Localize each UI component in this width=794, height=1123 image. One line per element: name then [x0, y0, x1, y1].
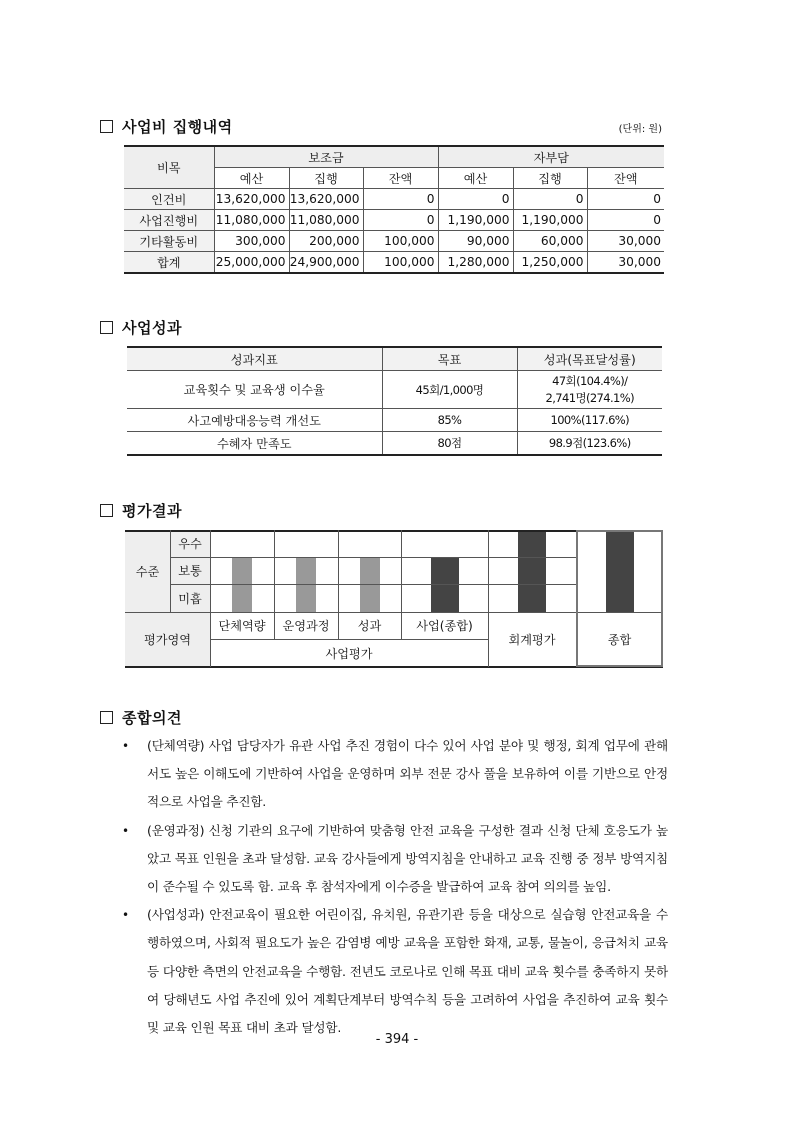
target-cell: 85% [382, 409, 517, 432]
header-target: 목표 [382, 347, 517, 371]
header-result: 성과(목표달성률) [517, 347, 662, 371]
grid-line [210, 639, 488, 640]
header-self-burden: 자부담 [438, 146, 664, 168]
cell-value: 100,000 [363, 252, 438, 274]
bullet-icon: • [122, 908, 129, 923]
list-item [122, 732, 668, 817]
cell-value: 1,250,000 [513, 252, 587, 274]
header-balance: 잔액 [363, 168, 438, 189]
grid-line [488, 530, 489, 667]
cell-value: 90,000 [438, 231, 513, 252]
header-spent: 집행 [513, 168, 587, 189]
cell-value: 30,000 [587, 231, 664, 252]
result-line: 47회(104.4%)/ [552, 373, 628, 388]
header-balance: 잔액 [587, 168, 664, 189]
row-label: 합계 [124, 252, 214, 274]
table-header-row [124, 146, 664, 168]
table-row [124, 210, 664, 231]
row-label: 사업진행비 [124, 210, 214, 231]
section-title: 사업비 집행내역 [122, 118, 233, 136]
header-item: 비목 [124, 146, 214, 189]
cell-value: 13,620,000 [214, 189, 289, 210]
section-evaluation-heading [100, 500, 182, 521]
area-outcome: 성과 [357, 619, 382, 633]
list-item [122, 817, 668, 902]
section-title: 사업성과 [122, 319, 182, 337]
section-opinion-heading [100, 707, 182, 728]
opinion-list [122, 732, 668, 1042]
row-label: 인건비 [124, 189, 214, 210]
cell-value: 25,000,000 [214, 252, 289, 274]
grid-line [401, 530, 402, 639]
section-performance-heading [100, 317, 182, 338]
overall-highlight-frame [576, 530, 663, 667]
checkbox-square-icon [100, 711, 113, 724]
checkbox-square-icon [100, 120, 113, 133]
header-budget: 예산 [438, 168, 513, 189]
cell-value: 0 [363, 189, 438, 210]
cell-value: 30,000 [587, 252, 664, 274]
table-row [127, 409, 662, 432]
grid-line [274, 530, 275, 639]
checkbox-square-icon [100, 504, 113, 517]
opinion-text: (운영과정) 신청 기관의 요구에 기반하여 맞춤형 안전 교육을 구성한 결과 신청 단체 호응도가 높았고 목표 인원을 초과 달성함. 교육 강사들에게 방역지침을 안내하고 교육 진행 중 정부 방역지침이 준수될 수 있도록 함. 교육 후 참석자에게 이수증을 발급하여 교육 참여 의의를 높임. [147, 822, 668, 895]
indicator-cell: 수혜자 만족도 [127, 432, 382, 456]
target-cell: 45회/1,000명 [382, 371, 517, 409]
cell-value: 200,000 [289, 231, 363, 252]
table-row [127, 371, 662, 409]
budget-table [124, 145, 664, 274]
indicator-cell: 교육횟수 및 교육생 이수율 [127, 371, 382, 409]
area-capacity: 단체역량 [218, 619, 266, 633]
grid-line [170, 530, 171, 612]
result-cell: 100%(117.6%) [517, 409, 662, 432]
level-label: 수준 [125, 530, 170, 612]
result-cell: 98.9점(123.6%) [517, 432, 662, 456]
level-poor: 미흡 [170, 584, 210, 612]
table-row [124, 231, 664, 252]
cell-value: 11,080,000 [289, 210, 363, 231]
area-business-overall: 사업(종합) [416, 619, 473, 633]
grid-line [338, 530, 339, 639]
table-row [124, 189, 664, 210]
row-label: 기타활동비 [124, 231, 214, 252]
area-operation: 운영과정 [282, 619, 330, 633]
bullet-icon: • [122, 823, 129, 838]
cell-value: 60,000 [513, 231, 587, 252]
cell-value: 1,280,000 [438, 252, 513, 274]
opinion-text: (사업성과) 안전교육이 필요한 어린이집, 유치원, 유관기관 등을 대상으로 실습형 안전교육을 수행하였으며, 사회적 필요도가 높은 감염병 예방 교육을 포함한 화재, 교통, 물놀이, 응급처치 교육 등 다양한 측면의 안전교육을 수행함. 전년도 코로나로 인해 목표 대비 교육 횟수를 충족하지 못하여 당해년도 사업 추진에 있어 계획단계부터 방역수칙 등을 고려하여 사업을 추진하여 교육 횟수 및 교육 인원 목표 대비 초과 달성함. [147, 907, 668, 1036]
section-title: 평가결과 [122, 502, 182, 520]
result-cell [517, 371, 662, 409]
header-indicator: 성과지표 [127, 347, 382, 371]
cell-value: 1,190,000 [513, 210, 587, 231]
cell-value: 100,000 [363, 231, 438, 252]
section-budget-heading [100, 116, 233, 137]
area-label: 평가영역 [125, 612, 210, 667]
indicator-cell: 사고예방대응능력 개선도 [127, 409, 382, 432]
result-line: 2,741명(274.1%) [545, 390, 634, 405]
cell-value: 0 [587, 210, 664, 231]
level-bar [518, 530, 546, 612]
performance-table [127, 346, 662, 456]
cell-value: 24,900,000 [289, 252, 363, 274]
grid-line [210, 530, 211, 667]
bullet-icon: • [122, 739, 129, 753]
header-spent: 집행 [289, 168, 363, 189]
table-row [127, 432, 662, 456]
opinion-text: (단체역량) 사업 담당자가 유관 사업 추진 경험이 다수 있어 사업 분야 및 행정, 회계 업무에 관해서도 높은 이해도에 기반하여 사업을 운영하며 외부 전문 강사 풀을 보유하여 이를 기반으로 안정적으로 사업을 추진함. [147, 738, 668, 810]
table-header-row [127, 347, 662, 371]
cell-value: 0 [363, 210, 438, 231]
business-evaluation-label: 사업평가 [325, 646, 373, 661]
grid-line [170, 557, 576, 558]
unit-label: (단위: 원) [618, 124, 662, 135]
level-normal: 보통 [170, 557, 210, 584]
list-item [122, 901, 668, 1042]
evaluation-grid [125, 530, 663, 667]
level-excellent: 우수 [170, 530, 210, 557]
accounting-evaluation-label: 회계평가 [508, 633, 556, 647]
cell-value: 13,620,000 [289, 189, 363, 210]
overall-label: 종합 [607, 633, 632, 647]
cell-value: 0 [438, 189, 513, 210]
table-row-total [124, 252, 664, 274]
cell-value: 0 [513, 189, 587, 210]
header-subsidy: 보조금 [214, 146, 438, 168]
grid-line [170, 584, 576, 585]
header-budget: 예산 [214, 168, 289, 189]
cell-value: 0 [587, 189, 664, 210]
cell-value: 1,190,000 [438, 210, 513, 231]
section-title: 종합의견 [122, 709, 182, 727]
checkbox-square-icon [100, 321, 113, 334]
cell-value: 300,000 [214, 231, 289, 252]
cell-value: 11,080,000 [214, 210, 289, 231]
page-number: - 394 - [375, 1032, 419, 1047]
target-cell: 80점 [382, 432, 517, 456]
